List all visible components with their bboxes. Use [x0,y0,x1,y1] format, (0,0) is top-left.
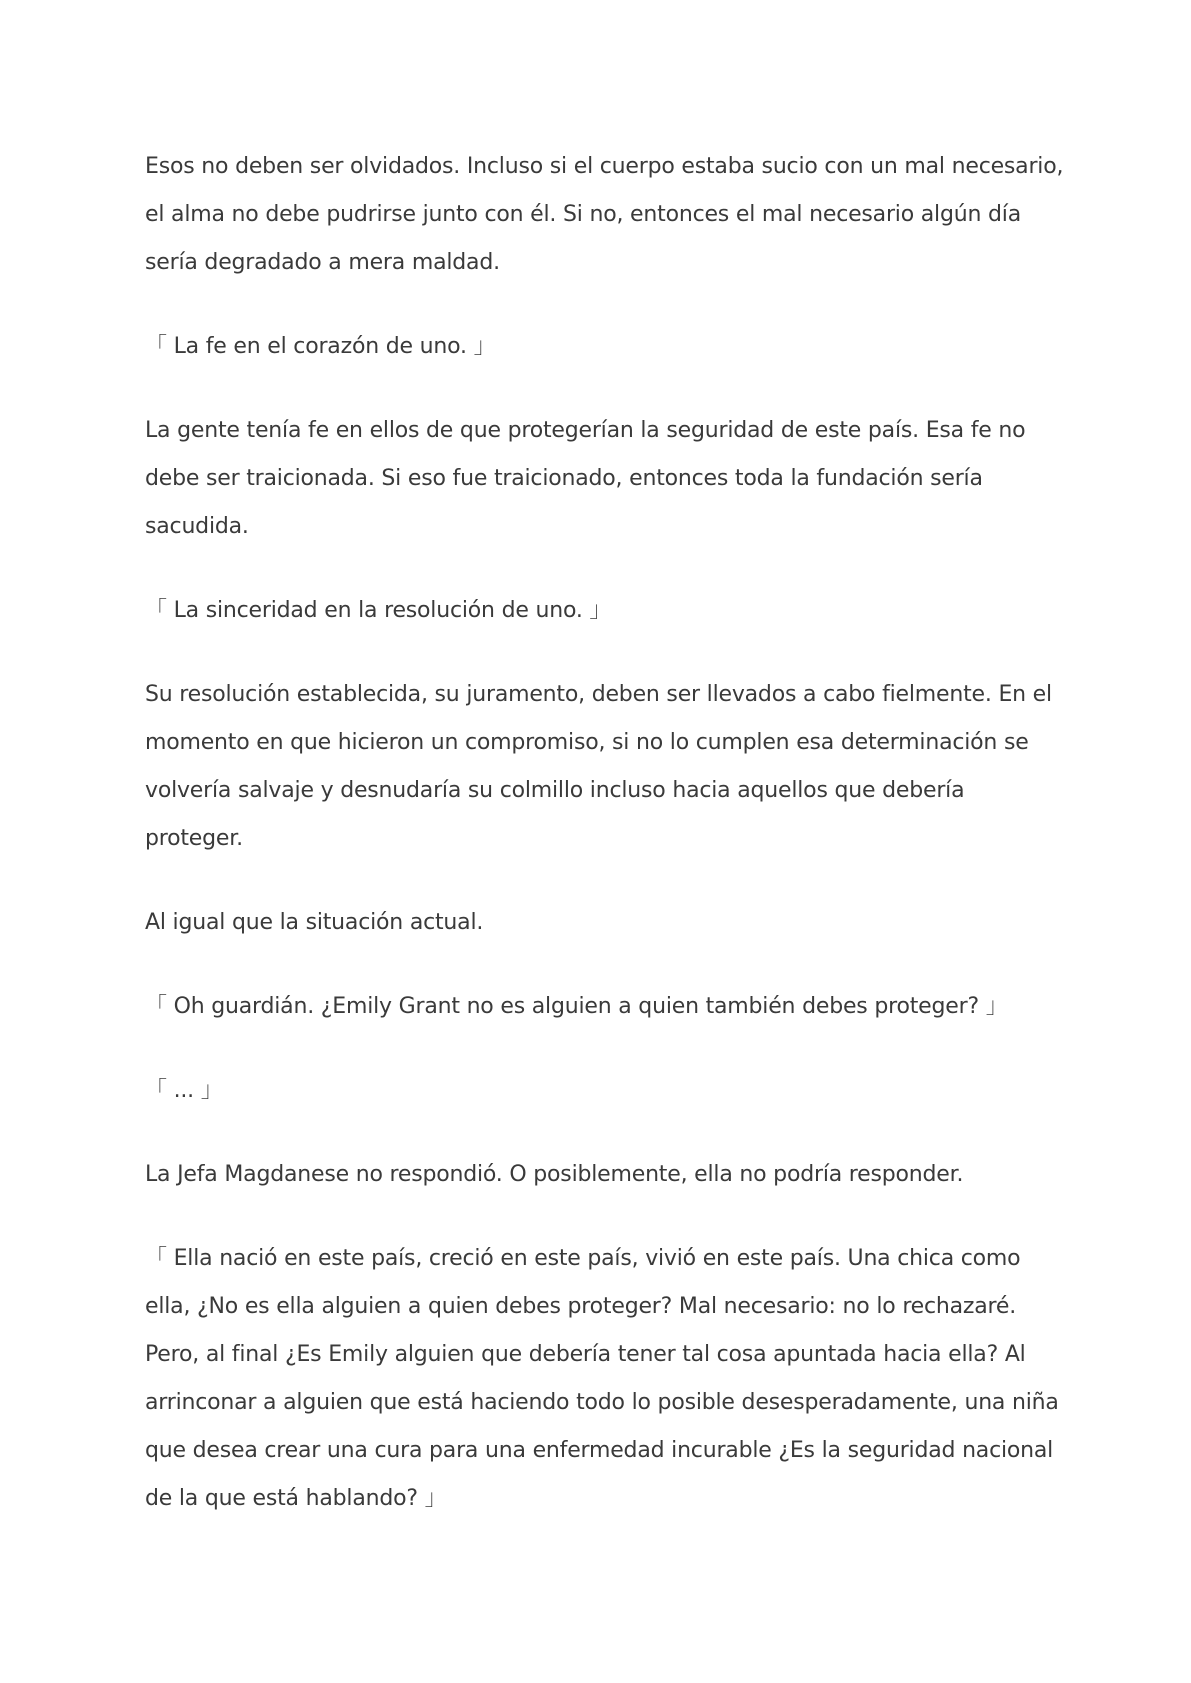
dialogue-line: 「 Oh guardián. ¿Emily Grant no es alguien a quien también debes proteger? 」 [145,994,1008,1019]
dialogue-line: 「 ... 」 [145,1078,223,1103]
paragraph: Su resolución establecida, su juramento, deben ser llevados a cabo fielmente. En el momento en que hicieron un compromiso, si no lo cumplen esa determinación se volvería salvaje y desnudaría su colmillo incluso hacia aquellos que debería proteger. [145,682,1052,851]
document-body [145,143,1065,1559]
paragraph: La Jefa Magdanese no respondió. O posiblemente, ella no podría responder. [145,1162,964,1187]
dialogue-line: 「 Ella nació en este país, creció en este país, vivió en este país. Una chica como ella, ¿No es ella alguien a quien debes proteger? Mal necesario: no lo rechazaré. Pero, al final ¿Es Emily alguien que debería tener tal cosa apuntada hacia ella? Al arrinconar a alguien que está haciendo todo lo posible desesperadamente, una niña que desea crear una cura para una enfermedad incurable ¿Es la seguridad nacional de la que está hablando? 」 [145,1246,1059,1511]
paragraph: Al igual que la situación actual. [145,910,484,935]
dialogue-line: 「 La fe en el corazón de uno. 」 [145,334,496,359]
dialogue-line: 「 La sinceridad en la resolución de uno. 」 [145,598,612,623]
paragraph: La gente tenía fe en ellos de que protegerían la seguridad de este país. Esa fe no debe ser traicionada. Si eso fue traicionado, entonces toda la fundación sería sacudida. [145,418,1026,539]
paragraph: Esos no deben ser olvidados. Incluso si el cuerpo estaba sucio con un mal necesario, el alma no debe pudrirse junto con él. Si no, entonces el mal necesario algún día sería degradado a mera maldad. [145,154,1064,275]
